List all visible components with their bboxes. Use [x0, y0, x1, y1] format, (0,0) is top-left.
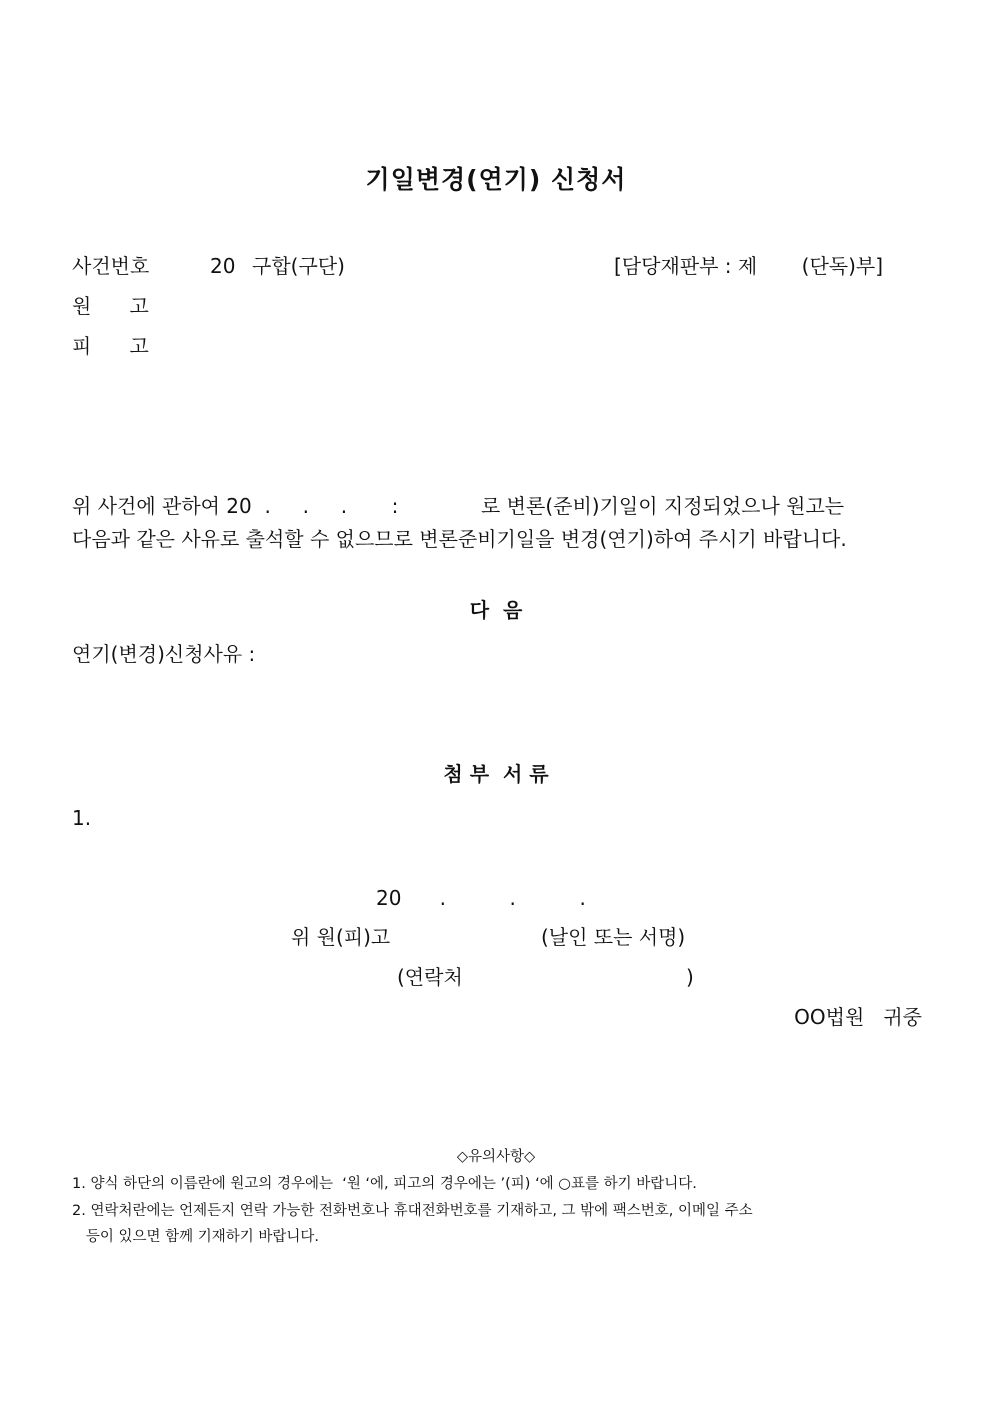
case-year: 20: [210, 254, 236, 278]
attachments-heading: 첨 부 서 류: [443, 762, 549, 786]
notes-heading: ◇유의사항◇: [456, 1149, 536, 1165]
defendant-label: 피 고: [72, 334, 149, 358]
body-line-2: 다음과 같은 사유로 출석할 수 없으므로 변론준비기일을 변경(연기)하여 주시기 바랍니다.: [72, 527, 847, 551]
seal-or-signature: (날인 또는 서명): [541, 925, 686, 949]
note-item-2-cont: 등이 있으면 함께 기재하기 바랍니다.: [72, 1229, 319, 1245]
body-line-1: 위 사건에 관하여 20 . . . : 로 변론(준비)기일이 지정되었으나 원고는: [72, 494, 845, 518]
document-title: 기일변경(연기) 신청서: [365, 165, 627, 194]
applicant-label: 위 원(피)고: [291, 925, 391, 949]
assigned-division: [담당재판부 : 제 (단독)부]: [614, 254, 884, 278]
contact-open: (연락처: [397, 965, 463, 989]
contact-close: ): [686, 965, 694, 989]
reason-label: 연기(변경)신청사유 :: [72, 642, 256, 666]
plaintiff-label: 원 고: [72, 294, 149, 318]
case-number-label: 사건번호: [72, 254, 150, 278]
note-item-2: 2. 연락처란에는 언제든지 연락 가능한 전화번호나 휴대전화번호를 기재하고, 그 밖에 팩스번호, 이메일 주소: [72, 1203, 753, 1219]
court-addressee: OO법원 귀중: [794, 1005, 922, 1029]
case-type: 구합(구단): [252, 254, 345, 278]
date-line: 20 . . .: [376, 886, 586, 910]
attachment-item: 1.: [72, 806, 92, 830]
note-item-1: 1. 양식 하단의 이름란에 원고의 경우에는 ‘원 ‘에, 피고의 경우에는 ’(피) ‘에 ○표를 하기 바랍니다.: [72, 1176, 697, 1192]
next-heading: 다 음: [469, 598, 523, 622]
